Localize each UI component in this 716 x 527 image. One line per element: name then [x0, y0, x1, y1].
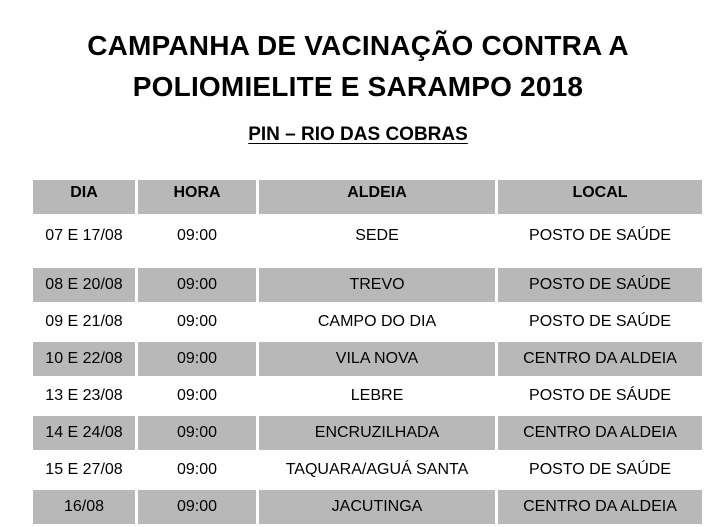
- cell-aldeia: JACUTINGA: [259, 490, 495, 524]
- cell-dia: 16/08: [33, 490, 135, 524]
- cell-aldeia: TAQUARA/AGUÁ SANTA: [285, 461, 469, 478]
- table-row: [33, 217, 702, 265]
- cell-aldeia: LEBRE: [350, 387, 404, 404]
- column-header-hora: HORA: [138, 180, 256, 214]
- document-title-line-2: POLIOMIELITE E SARAMPO 2018: [132, 71, 584, 102]
- cell-local: POSTO DE SAÚDE: [498, 217, 702, 265]
- cell-local: CENTRO DA ALDEIA: [498, 416, 702, 450]
- cell-dia: 13 E 23/08: [45, 387, 123, 404]
- cell-aldeia: SEDE: [259, 217, 495, 265]
- cell-dia: 07 E 17/08: [33, 217, 135, 265]
- cell-dia: 08 E 20/08: [33, 268, 135, 302]
- cell-dia: 09 E 21/08: [45, 313, 123, 330]
- cell-hora: 09:00: [138, 416, 256, 450]
- table-row: [33, 342, 702, 376]
- vaccination-schedule-table: [30, 177, 705, 527]
- table-row: [33, 490, 702, 524]
- column-header-aldeia: ALDEIA: [259, 180, 495, 214]
- cell-hora: 09:00: [138, 268, 256, 302]
- cell-aldeia: CAMPO DO DIA: [317, 313, 437, 330]
- table-row: [33, 305, 702, 339]
- cell-hora: 09:00: [176, 461, 218, 478]
- cell-hora: 09:00: [176, 313, 218, 330]
- cell-hora: 09:00: [138, 342, 256, 376]
- cell-dia: 15 E 27/08: [45, 461, 123, 478]
- cell-hora: 09:00: [138, 490, 256, 524]
- cell-local: POSTO DE SAÚDE: [498, 268, 702, 302]
- cell-local: POSTO DE SÁUDE: [529, 387, 671, 404]
- table-header-row: [33, 180, 702, 214]
- table-row: [33, 416, 702, 450]
- cell-dia: 14 E 24/08: [33, 416, 135, 450]
- cell-aldeia: TREVO: [259, 268, 495, 302]
- cell-hora: 09:00: [176, 387, 218, 404]
- column-header-local: LOCAL: [498, 180, 702, 214]
- table-row: [33, 268, 702, 302]
- cell-aldeia: VILA NOVA: [259, 342, 495, 376]
- cell-local: POSTO DE SAÚDE: [529, 313, 671, 330]
- cell-hora: 09:00: [138, 217, 256, 265]
- column-header-dia: DIA: [33, 180, 135, 214]
- cell-aldeia: ENCRUZILHADA: [259, 416, 495, 450]
- cell-local: CENTRO DA ALDEIA: [498, 490, 702, 524]
- document-title-line-1: CAMPANHA DE VACINAÇÃO CONTRA A: [87, 30, 629, 61]
- cell-local: POSTO DE SAÚDE: [529, 461, 671, 478]
- table-row: [33, 453, 702, 487]
- cell-local: CENTRO DA ALDEIA: [498, 342, 702, 376]
- cell-dia: 10 E 22/08: [33, 342, 135, 376]
- table-row: [33, 379, 702, 413]
- document-subtitle: PIN – RIO DAS COBRAS: [248, 124, 468, 145]
